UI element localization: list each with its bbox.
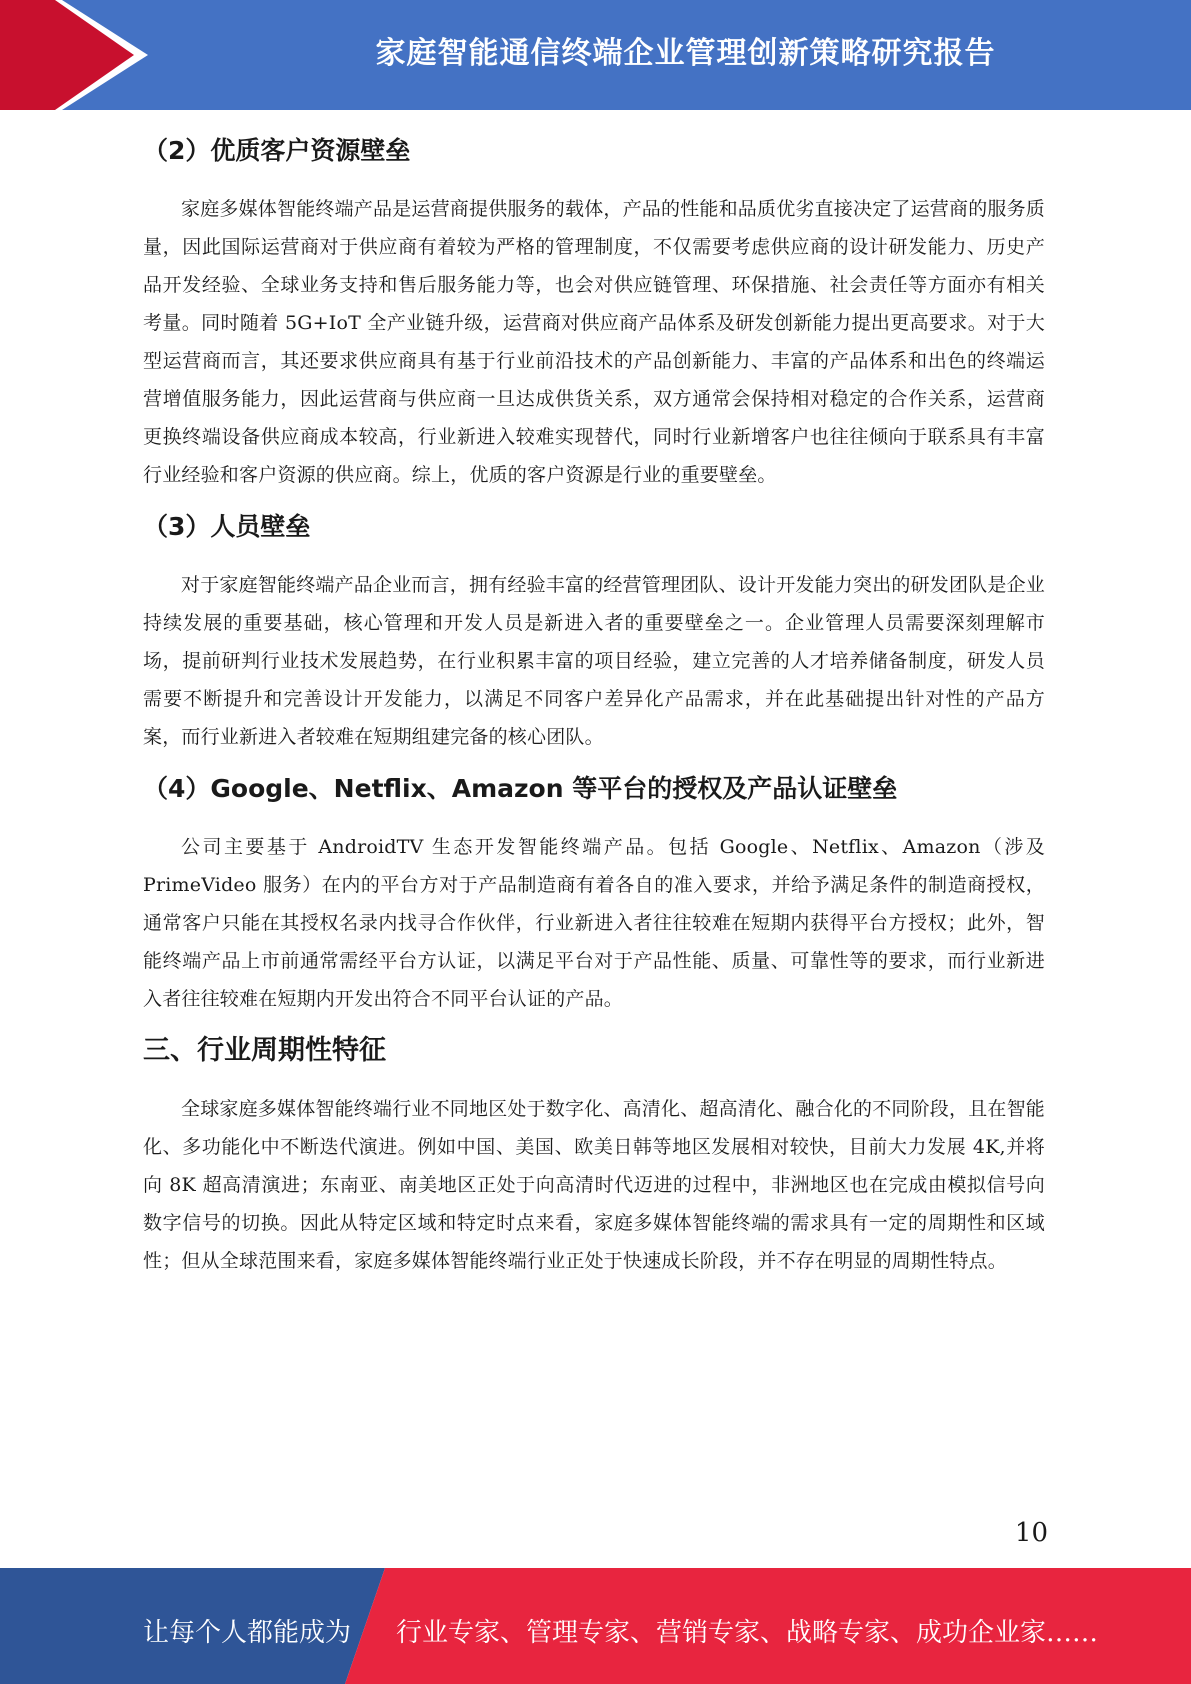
section-paragraph: 家庭多媒体智能终端产品是运营商提供服务的载体，产品的性能和品质优劣直接决定了运营商的服务质量，因此国际运营商对于供应商有着较为严格的管理制度，不仅需要考虑供应商的设计研发能力、历史产品开发经验、全球业务支持和售后服务能力等，也会对供应链管理、环保措施、社会责任等方面亦有相关考量。同时随着 5G+IoT 全产业链升级，运营商对供应商产品体系及研发创新能力提出更高要求。对于大型运营商而言，其还要求供应商具有基于行业前沿技术的产品创新能力、丰富的产品体系和出色的终端运营增值服务能力，因此运营商与供应商一旦达成供货关系，双方通常会保持相对稳定的合作关系，运营商更换终端设备供应商成本较高，行业新进入较难实现替代，同时行业新增客户也往往倾向于联系具有丰富行业经验和客户资源的供应商。综上，优质的客户资源是行业的重要壁垒。 (143, 198, 1046, 486)
section-personnel-barrier (143, 504, 1045, 756)
page-footer (0, 1568, 1191, 1684)
section-paragraph: 公司主要基于 AndroidTV 生态开发智能终端产品。包括 Google、Netflix、Amazon（涉及 PrimeVideo 服务）在内的平台方对于产品制造商有着各自的准入要求，并给予满足条件的制造商授权，通常客户只能在其授权名录内找寻合作伙伴，行业新进入者往往较难在短期内获得平台方授权；此外，智能终端产品上市前通常需经平台方认证，以满足平台对于产品性能、质量、可靠性等的要求，而行业新进入者往往较难在短期内开发出符合不同平台认证的产品。 (143, 836, 1045, 1010)
page-number: 10 (1014, 1518, 1048, 1548)
page-content (143, 128, 1045, 1290)
section-heading: （4）Google、Netflix、Amazon 等平台的授权及产品认证壁垒 (143, 774, 898, 803)
section-paragraph: 全球家庭多媒体智能终端行业不同地区处于数字化、高清化、超高清化、融合化的不同阶段，且在智能化、多功能化中不断迭代演进。例如中国、美国、欧美日韩等地区发展相对较快，目前大力发展 4K,并将向 8K 超高清演进；东南亚、南美地区正处于向高清时代迈进的过程中，非洲地区也在完成由模拟信号向数字信号的切换。因此从特定区域和特定时点来看，家庭多媒体智能终端的需求具有一定的周期性和区域性；但从全球范围来看，家庭多媒体智能终端行业正处于快速成长阶段，并不存在明显的周期性特点。 (143, 1098, 1046, 1272)
section-paragraph: 对于家庭智能终端产品企业而言，拥有经验丰富的经营管理团队、设计开发能力突出的研发团队是企业持续发展的重要基础，核心管理和开发人员是新进入者的重要壁垒之一。企业管理人员需要深刻理解市场，提前研判行业技术发展趋势，在行业积累丰富的项目经验，建立完善的人才培养储备制度，研发人员需要不断提升和完善设计开发能力，以满足不同客户差异化产品需求，并在此基础提出针对性的产品方案，而行业新进入者较难在短期组建完备的核心团队。 (143, 574, 1046, 748)
page-header (0, 0, 1191, 110)
footer-slogan-right: 行业专家、管理专家、营销专家、战略专家、成功企业家…… (396, 1618, 1099, 1648)
section-platform-barrier (143, 766, 1045, 1018)
header-red-chevron (0, 0, 150, 110)
chapter-heading: 三、行业周期性特征 (143, 1035, 386, 1066)
section-cyclicality (143, 1028, 1045, 1280)
section-heading: （2）优质客户资源壁垒 (143, 136, 411, 165)
section-heading: （3）人员壁垒 (143, 512, 311, 541)
section-customer-barrier (143, 128, 1045, 494)
footer-slogan-left: 让每个人都能成为 (143, 1618, 352, 1648)
report-title: 家庭智能通信终端企业管理创新策略研究报告 (375, 36, 996, 71)
